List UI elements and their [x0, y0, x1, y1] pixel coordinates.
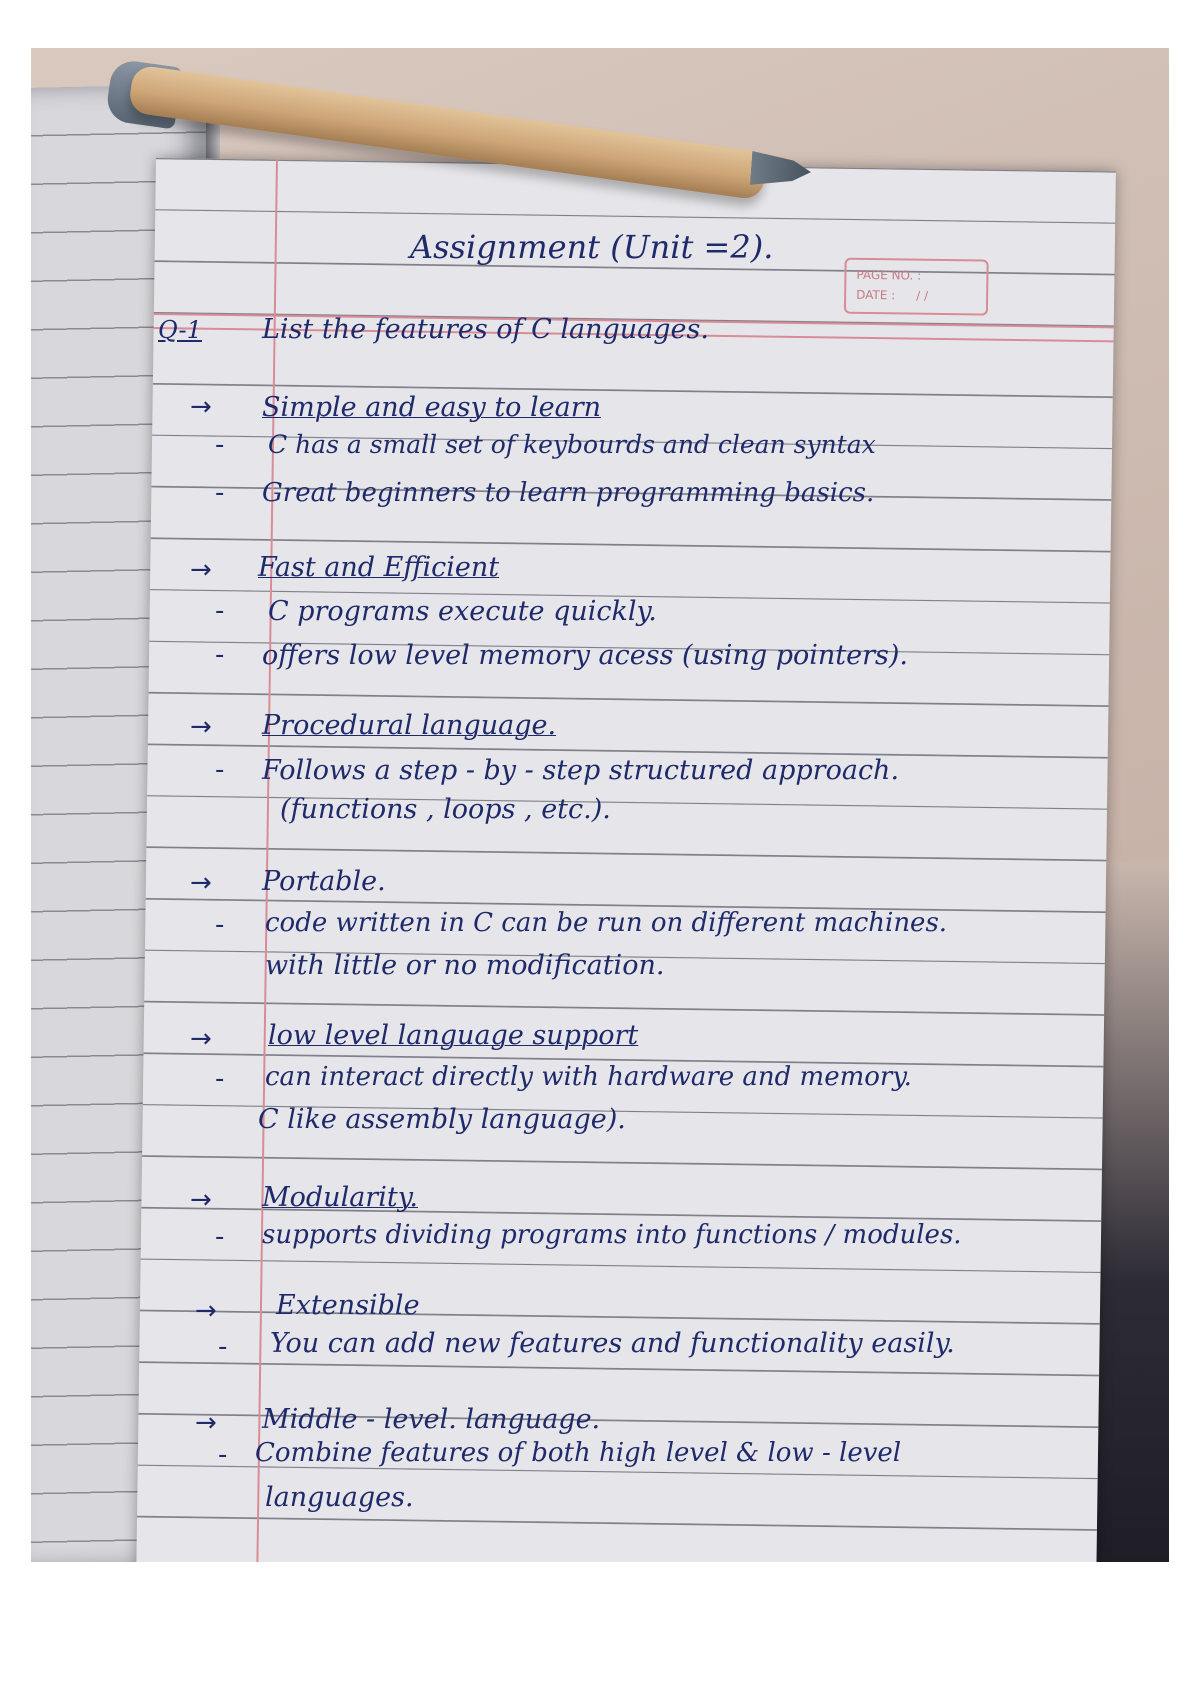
arrow-bullet: →: [190, 392, 212, 422]
feature-point-continued: languages.: [265, 1482, 414, 1513]
page-no-label: PAGE NO. :: [856, 267, 922, 283]
arrow-bullet: →: [190, 1024, 212, 1054]
arrow-bullet: →: [190, 1185, 212, 1215]
arrow-bullet: →: [190, 712, 212, 742]
feature-point-continued: C like assembly language).: [258, 1104, 626, 1135]
feature-point-continued: (functions , loops , etc.).: [280, 794, 611, 825]
feature-point: supports dividing programs into functions / modules.: [262, 1220, 962, 1250]
dash-bullet: -: [215, 430, 225, 460]
question-text: List the features of C languages.: [262, 314, 709, 345]
dash-bullet: -: [215, 1064, 225, 1094]
feature-heading: Extensible: [276, 1290, 420, 1321]
dash-bullet: -: [218, 1332, 228, 1362]
arrow-bullet: →: [190, 555, 212, 585]
dash-bullet: -: [215, 596, 225, 626]
feature-point: offers low level memory acess (using pointers).: [262, 640, 908, 671]
dash-bullet: -: [215, 755, 225, 785]
feature-point: You can add new features and functionality easily.: [270, 1328, 955, 1359]
feature-heading: Modularity.: [262, 1182, 418, 1213]
arrow-bullet: →: [195, 1296, 217, 1326]
feature-heading: Procedural language.: [262, 710, 557, 741]
feature-heading: Middle - level. language.: [262, 1404, 601, 1435]
dash-bullet: -: [215, 1222, 225, 1252]
dash-bullet: -: [215, 478, 225, 508]
feature-heading: low level language support: [268, 1020, 639, 1051]
page-title: Assignment (Unit =2).: [410, 228, 774, 266]
arrow-bullet: →: [195, 1408, 217, 1438]
dash-bullet: -: [215, 640, 225, 670]
feature-point: Follows a step - by - step structured approach.: [262, 755, 900, 786]
feature-point: code written in C can be run on different machines.: [265, 908, 948, 938]
feature-point: C has a small set of keybourds and clean syntax: [268, 430, 876, 459]
date-value: / /: [916, 288, 929, 303]
question-label: Q-1: [158, 316, 202, 344]
date-label: DATE :: [856, 287, 896, 303]
feature-heading: Portable.: [262, 866, 386, 897]
dash-bullet: -: [218, 1440, 228, 1470]
feature-point: can interact directly with hardware and memory.: [265, 1062, 912, 1092]
feature-point: Great beginners to learn programming basics.: [262, 478, 875, 508]
feature-point: Combine features of both high level & low - level: [255, 1438, 902, 1468]
dash-bullet: -: [215, 910, 225, 940]
feature-point-continued: with little or no modification.: [265, 950, 665, 981]
feature-point: C programs execute quickly.: [268, 596, 657, 627]
feature-heading: Simple and easy to learn: [262, 392, 602, 423]
arrow-bullet: →: [190, 868, 212, 898]
feature-heading: Fast and Efficient: [258, 552, 500, 583]
